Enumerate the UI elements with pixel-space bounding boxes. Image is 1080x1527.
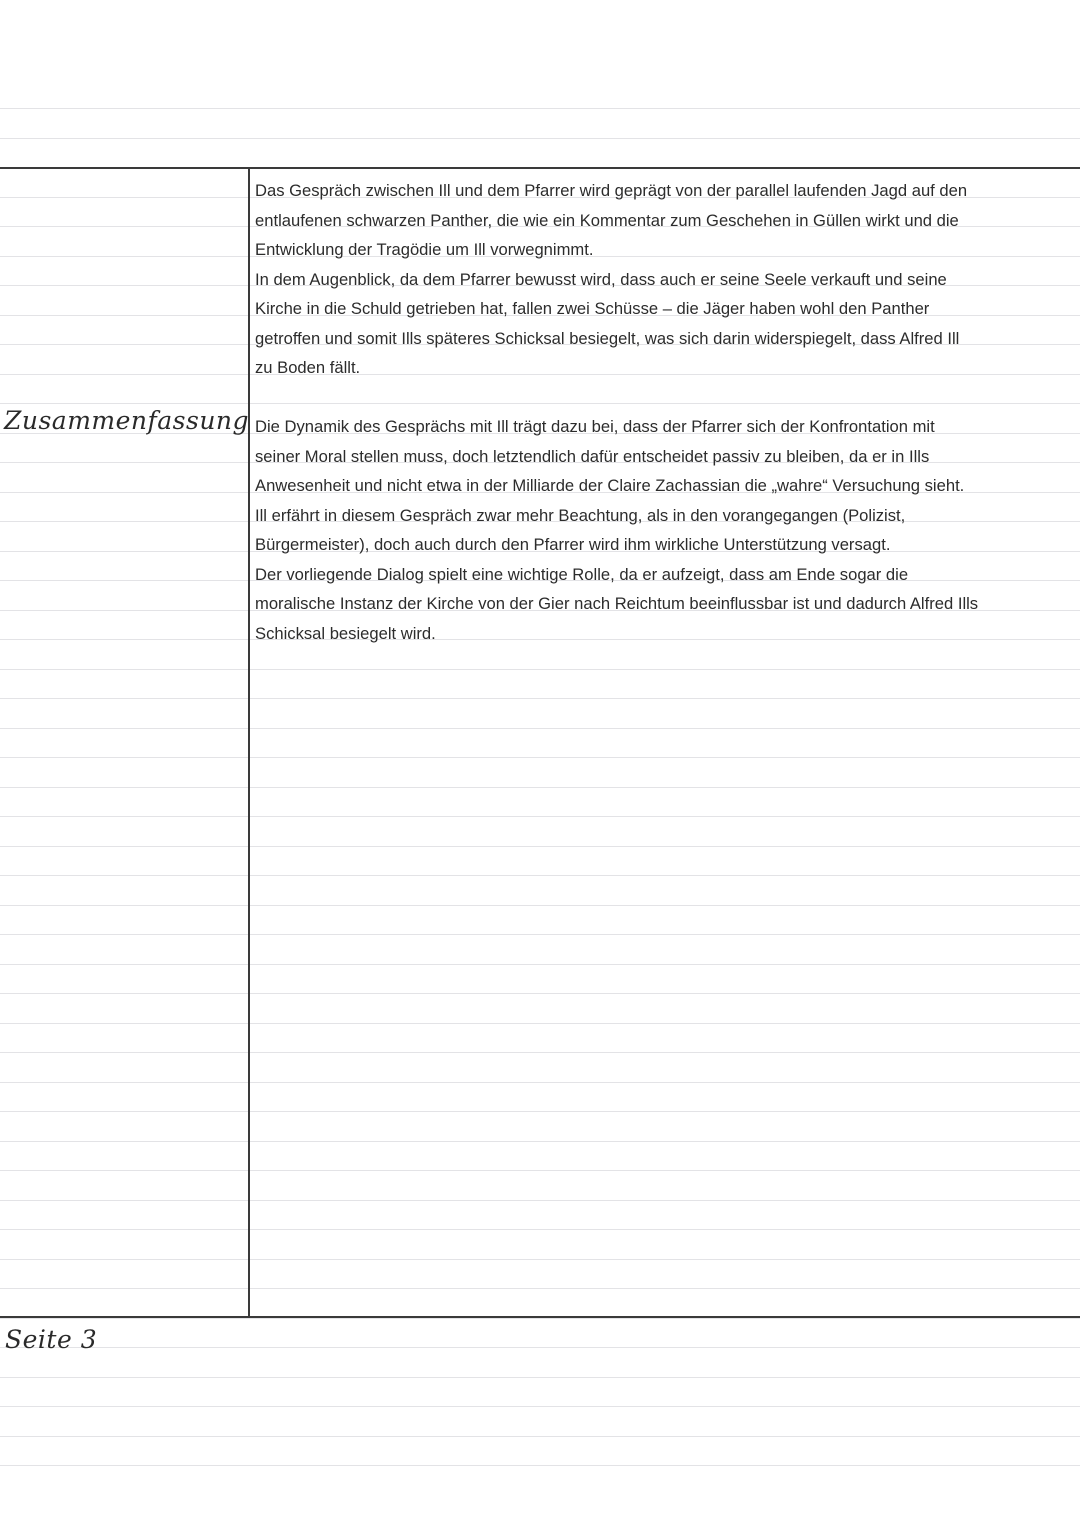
ruled-line [0,138,1080,139]
ruled-line [0,669,1080,670]
ruled-line [0,1141,1080,1142]
text-line: Der vorliegende Dialog spielt eine wichtige Rolle, da er aufzeigt, dass am Ende sogar die [255,564,909,584]
ruled-line [0,1082,1080,1083]
text-line: In dem Augenblick, da dem Pfarrer bewusst wird, dass auch er seine Seele verkauft und seine [255,269,947,289]
ruled-line [0,1229,1080,1230]
ruled-line [0,1288,1080,1289]
ruled-line [0,1465,1080,1466]
blank-line [255,383,1055,413]
text-line: Anwesenheit und nicht etwa in der Milliarde der Claire Zachassian die „wahre“ Versuchung sieht. [255,476,965,495]
ruled-line [0,993,1080,994]
text-line: seiner Moral stellen muss, doch letztendlich dafür entscheidet passiv zu bleiben, da er in Ills [255,446,930,466]
text-line: entlaufenen schwarzen Panther, die wie ein Kommentar zum Geschehen in Güllen wirkt und die [255,210,959,230]
ruled-line [0,1436,1080,1437]
ruled-line [0,934,1080,935]
ruled-line [0,905,1080,906]
ruled-line [0,108,1080,109]
text-line: getroffen und somit Ills späteres Schicksal besiegelt, was sich darin widerspiegelt, dass Alfred Ill [255,328,960,348]
page-number-handwritten: Seite 3 [5,1325,98,1354]
ruled-line [0,1406,1080,1407]
frame-bottom-border [0,1316,1080,1318]
ruled-line [0,1377,1080,1378]
frame-top-border [0,167,1080,169]
ruled-line [0,816,1080,817]
margin-divider [248,168,250,1317]
text-line: Bürgermeister), doch auch durch den Pfarrer wird ihm wirkliche Unterstützung versagt. [255,535,891,554]
ruled-line [0,1052,1080,1053]
ruled-line [0,787,1080,788]
ruled-line [0,846,1080,847]
ruled-line [0,757,1080,758]
text-line: moralische Instanz der Kirche von der Gier nach Reichtum beeinflussbar ist und dadurch Alfred Ills [255,594,979,613]
summary-text [255,176,1055,648]
ruled-line [0,1023,1080,1024]
text-line: Schicksal besiegelt wird. [255,623,436,643]
text-line: zu Boden fällt. [255,358,361,377]
ruled-line [0,1259,1080,1260]
text-line: Kirche in die Schuld getrieben hat, fallen zwei Schüsse – die Jäger haben wohl den Panther [255,299,930,318]
ruled-line [0,1200,1080,1201]
ruled-line [0,875,1080,876]
ruled-line [0,728,1080,729]
text-line: Die Dynamik des Gesprächs mit Ill trägt dazu bei, dass der Pfarrer sich der Konfrontation mit [255,417,935,436]
ruled-line [0,1347,1080,1348]
text-line: Entwicklung der Tragödie um Ill vorwegnimmt. [255,240,594,259]
ruled-line [0,1170,1080,1171]
ruled-line [0,1318,1080,1319]
text-line: Das Gespräch zwischen Ill und dem Pfarrer wird geprägt von der parallel laufenden Jagd auf den [255,181,968,200]
margin-label-handwritten: Zusammenfassung [4,406,250,435]
ruled-line [0,698,1080,699]
ruled-line [0,1111,1080,1112]
text-line: Ill erfährt in diesem Gespräch zwar mehr Beachtung, als in den vorangegangen (Polizist, [255,505,906,525]
ruled-line [0,964,1080,965]
